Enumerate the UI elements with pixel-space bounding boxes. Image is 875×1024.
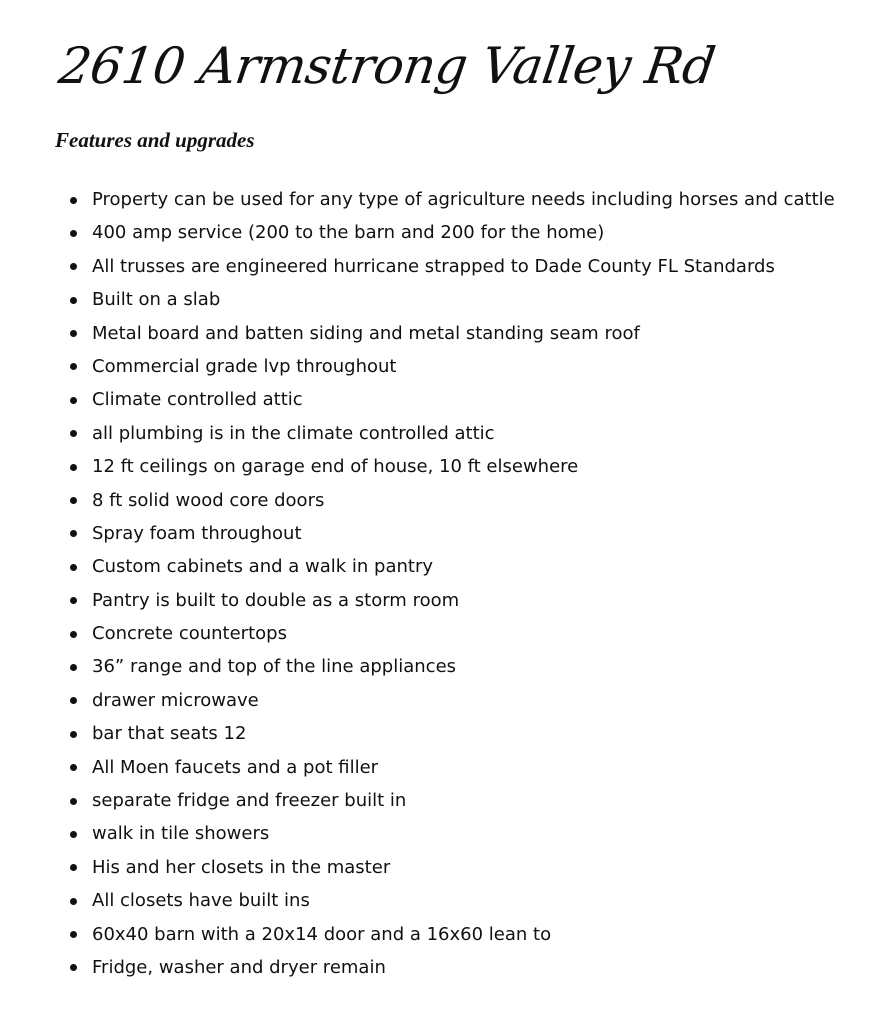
list-item: [0, 884, 875, 917]
list-item-text: Fridge, washer and dryer remain: [92, 956, 386, 978]
list-item: [0, 216, 875, 249]
bullet-icon: [70, 330, 77, 337]
list-item: [0, 751, 875, 784]
bullet-icon: [70, 964, 77, 971]
list-item-text: walk in tile showers: [92, 823, 270, 845]
bullet-icon: [70, 263, 77, 270]
bullet-icon: [70, 764, 77, 771]
bullet-icon: [70, 363, 77, 370]
list-item: [0, 784, 875, 817]
list-item: [0, 717, 875, 750]
list-item-text: Concrete countertops: [92, 623, 287, 645]
list-item: [0, 684, 875, 717]
section-heading: Features and upgrades: [55, 128, 255, 152]
list-item: [0, 650, 875, 683]
list-item-text: His and her closets in the master: [92, 856, 391, 878]
list-item: [0, 350, 875, 383]
bullet-icon: [70, 464, 77, 471]
bullet-icon: [70, 731, 77, 738]
bullet-icon: [70, 530, 77, 537]
list-item-text: All Moen faucets and a pot filler: [92, 756, 379, 778]
list-item: [0, 183, 875, 216]
list-item: [0, 817, 875, 850]
list-item: [0, 317, 875, 350]
list-item-text: Spray foam throughout: [92, 522, 302, 544]
list-item-text: drawer microwave: [92, 689, 259, 711]
bullet-icon: [70, 831, 77, 838]
list-item-text: Climate controlled attic: [92, 389, 303, 411]
bullet-icon: [70, 798, 77, 805]
list-item-text: 400 amp service (200 to the barn and 200 for the home): [92, 222, 605, 244]
list-item-text: Metal board and batten siding and metal standing seam roof: [92, 322, 640, 344]
list-item-text: all plumbing is in the climate controlled attic: [92, 422, 495, 444]
list-item: [0, 851, 875, 884]
list-item-text: Property can be used for any type of agriculture needs including horses and cattle: [92, 189, 835, 210]
bullet-icon: [70, 397, 77, 404]
bullet-icon: [70, 664, 77, 671]
list-item: [0, 383, 875, 416]
bullet-icon: [70, 898, 77, 905]
bullet-icon: [70, 430, 77, 437]
list-item: [0, 951, 875, 984]
bullet-icon: [70, 864, 77, 871]
list-item-text: Custom cabinets and a walk in pantry: [92, 556, 434, 578]
bullet-icon: [70, 230, 77, 237]
bullet-icon: [70, 297, 77, 304]
list-item-text: separate fridge and freezer built in: [92, 790, 407, 812]
list-item-text: 60x40 barn with a 20x14 door and a 16x60 lean to: [92, 923, 552, 945]
list-item: [0, 517, 875, 550]
list-item-text: 8 ft solid wood core doors: [92, 489, 325, 511]
bullet-icon: [70, 697, 77, 704]
list-item: [0, 584, 875, 617]
list-item-text: bar that seats 12: [92, 723, 247, 745]
list-item-text: Commercial grade lvp throughout: [92, 355, 397, 377]
list-item: [0, 918, 875, 951]
list-item: [0, 617, 875, 650]
list-item: [0, 250, 875, 283]
list-item-text: 12 ft ceilings on garage end of house, 10 ft elsewhere: [92, 456, 579, 478]
list-item-text: Built on a slab: [92, 289, 221, 311]
list-item: [0, 283, 875, 316]
features-list: [0, 183, 875, 984]
list-item-text: 36” range and top of the line appliances: [92, 656, 457, 678]
list-item-text: All trusses are engineered hurricane strapped to Dade County FL Standards: [92, 255, 775, 277]
bullet-icon: [70, 631, 77, 638]
list-item: [0, 417, 875, 450]
bullet-icon: [70, 497, 77, 504]
bullet-icon: [70, 597, 77, 604]
bullet-icon: [70, 931, 77, 938]
list-item: [0, 550, 875, 583]
page-title: 2610 Armstrong Valley Rd: [55, 37, 719, 95]
list-item-text: All closets have built ins: [92, 890, 310, 912]
list-item: [0, 450, 875, 483]
list-item-text: Pantry is built to double as a storm room: [92, 589, 460, 611]
bullet-icon: [70, 564, 77, 571]
list-item: [0, 484, 875, 517]
bullet-icon: [70, 197, 77, 204]
